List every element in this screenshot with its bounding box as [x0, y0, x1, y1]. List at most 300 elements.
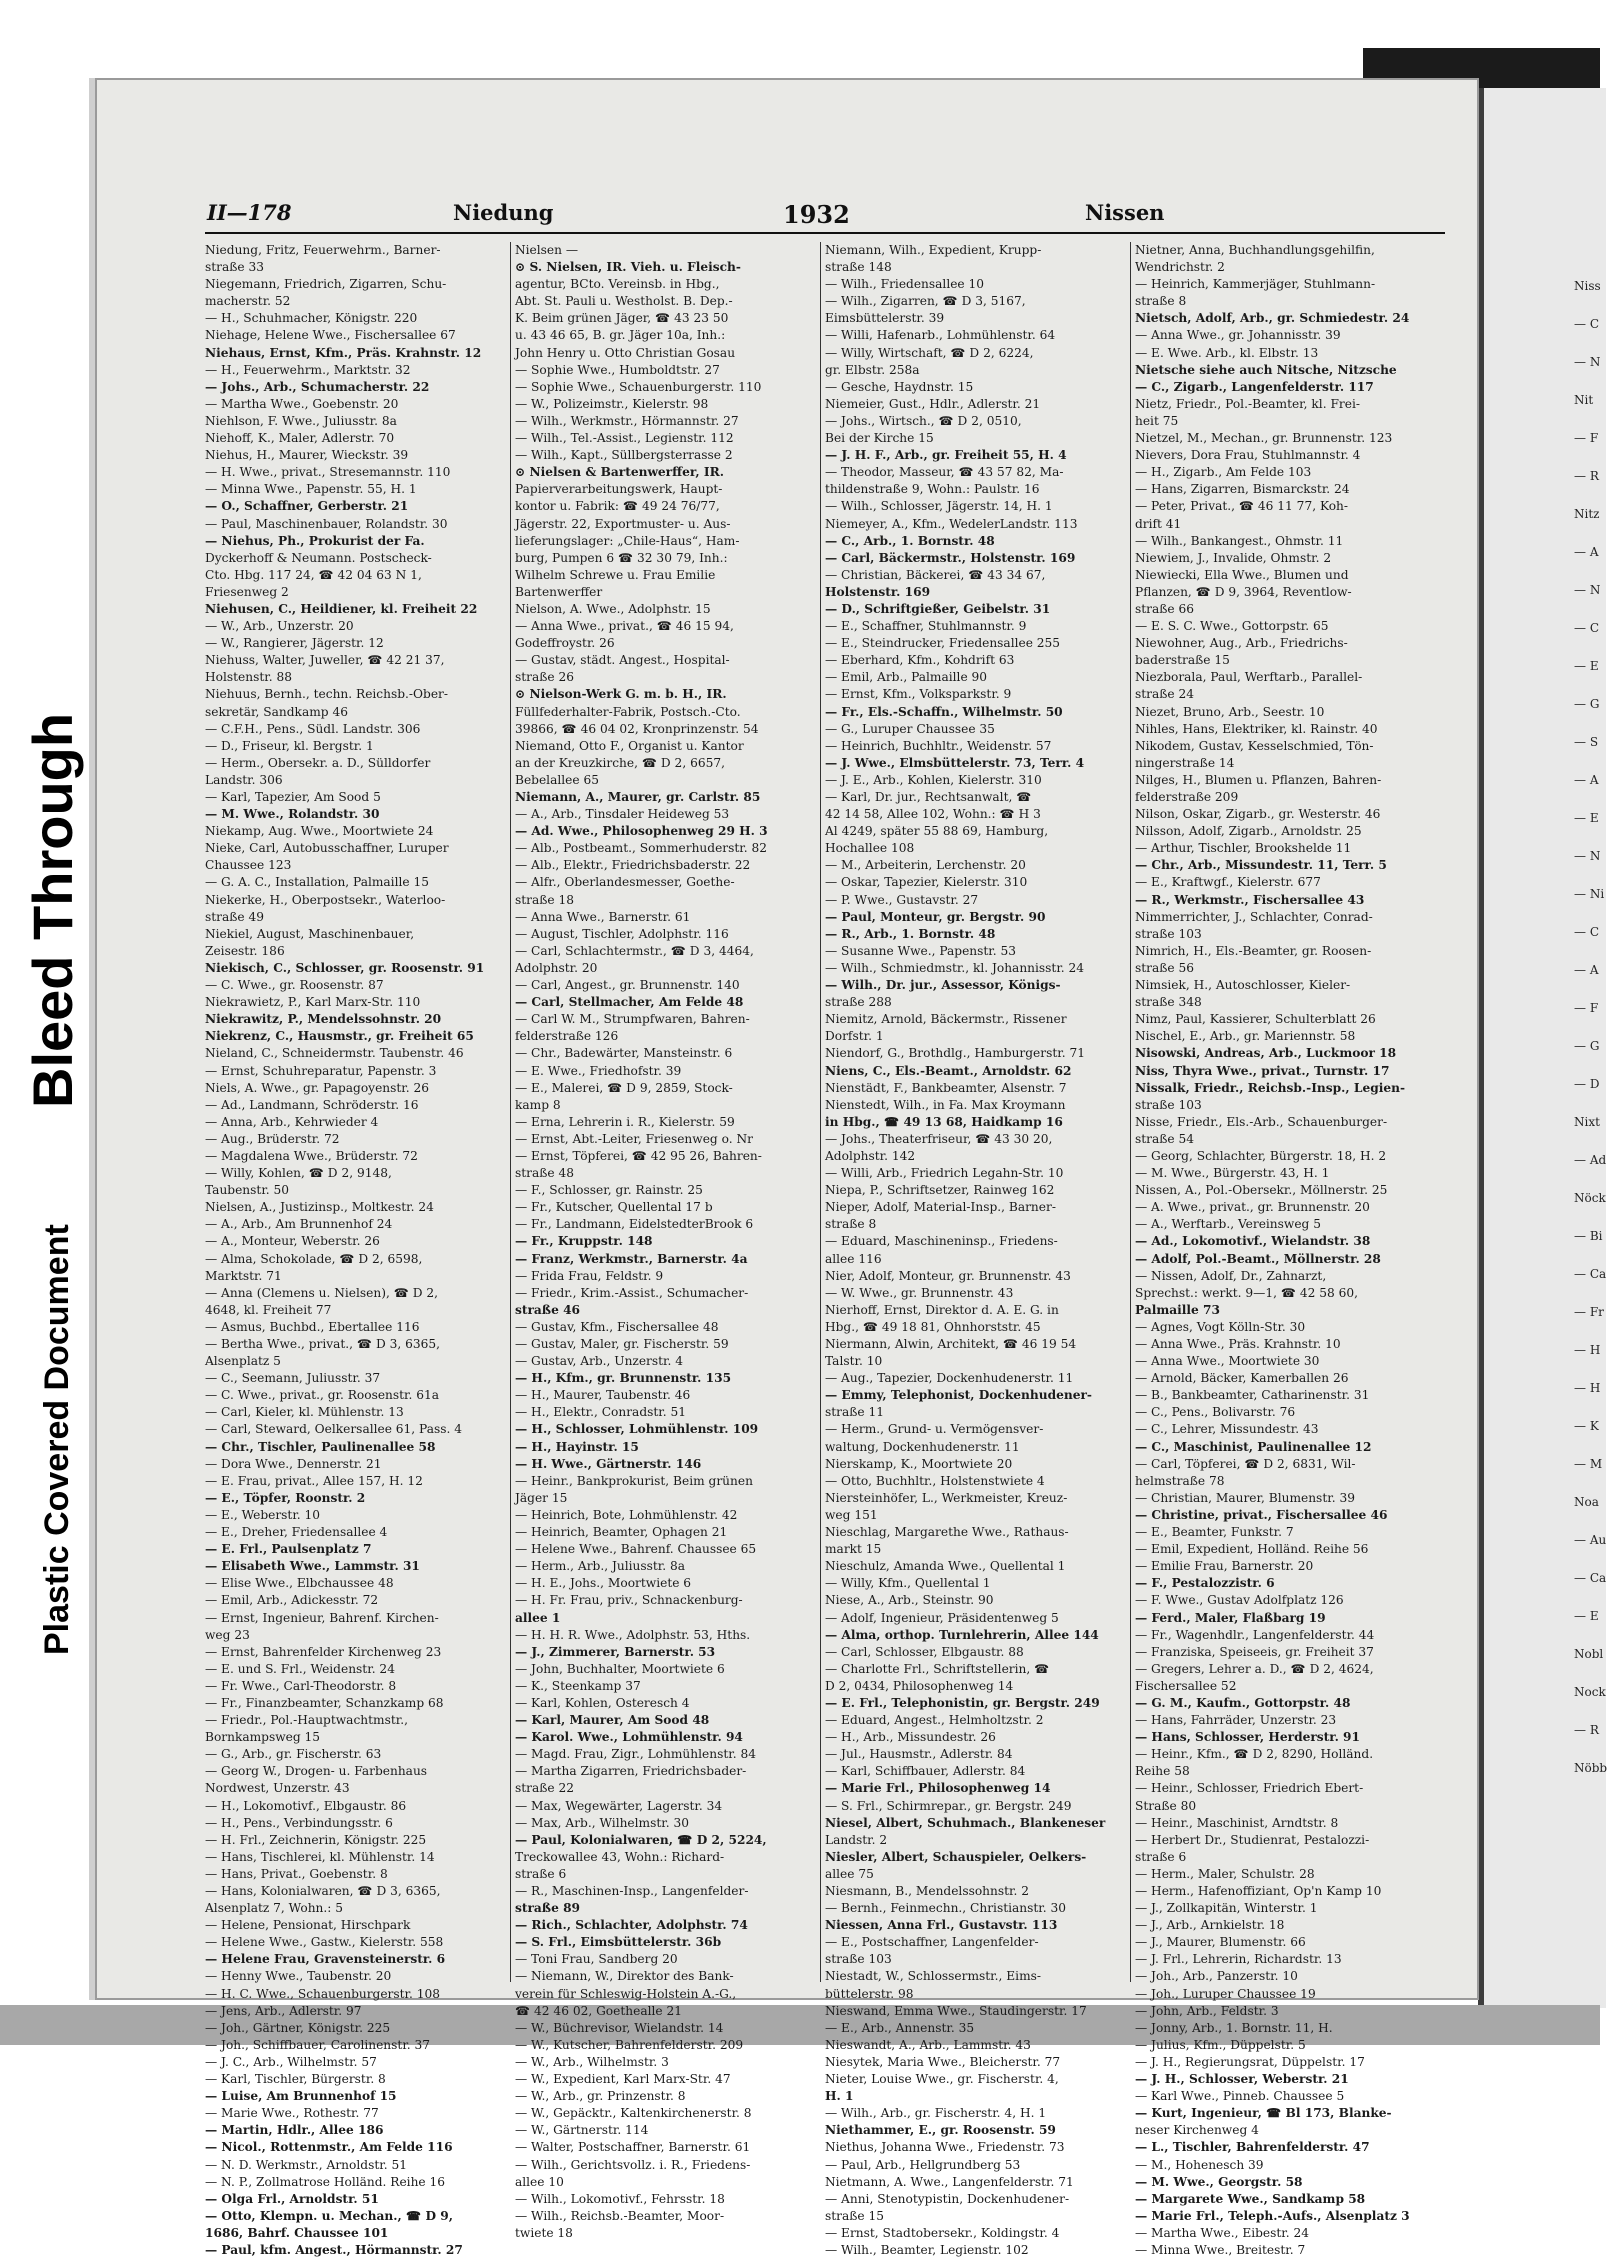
- directory-entry: — Ernst, Schuhreparatur, Papenstr. 3: [205, 1063, 437, 1078]
- directory-entry: straße 103: [1135, 926, 1202, 941]
- directory-entry: — Adolf, Ingenieur, Präsidentenweg 5: [825, 1610, 1059, 1625]
- directory-entry: — Aug., Brüderstr. 72: [205, 1131, 340, 1146]
- directory-entry: 4648, kl. Freiheit 77: [205, 1302, 332, 1317]
- directory-entry: — H., Schlosser, Lohmühlenstr. 109: [515, 1422, 759, 1437]
- directory-entry: — Ernst, Kfm., Volksparkstr. 9: [825, 687, 1012, 702]
- page-header: [205, 198, 1445, 234]
- directory-entry: — Niemann, W., Direktor des Bank-: [515, 1969, 734, 1984]
- directory-entry: — E. S. C. Wwe., Gottorpstr. 65: [1135, 619, 1329, 634]
- directory-entry: — H. C. Wwe., Schauenburgerstr. 108: [205, 1986, 441, 2001]
- directory-entry: — J., Zollkapitän, Winterstr. 1: [1135, 1901, 1318, 1916]
- directory-entry: Nilson, Oskar, Zigarb., gr. Westerstr. 46: [1135, 807, 1381, 822]
- directory-entry: — Marie Wwe., Rothestr. 77: [205, 2106, 379, 2121]
- directory-entry: Nikodem, Gustav, Kesselschmied, Tön-: [1135, 738, 1374, 753]
- directory-entry: — E., Postschaffner, Langenfelder-: [825, 1935, 1039, 1950]
- adjacent-page-fragment: — H: [1574, 1343, 1601, 1357]
- directory-entry: — Ferd., Maler, Flaßbarg 19: [1135, 1610, 1326, 1625]
- directory-entry: Nielson, A. Wwe., Adolphstr. 15: [515, 601, 711, 616]
- directory-entry: Niermann, Alwin, Architekt, ☎ 46 19 54: [825, 1337, 1077, 1351]
- directory-entry: markt 15: [825, 1542, 882, 1557]
- directory-entry: — Heinr., Schlosser, Friedrich Ebert-: [1135, 1781, 1364, 1796]
- directory-entry: Niegemann, Friedrich, Zigarren, Schu-: [205, 277, 447, 292]
- directory-entry: — M. Wwe., Georgstr. 58: [1135, 2174, 1303, 2189]
- directory-column-2: [515, 242, 815, 2240]
- directory-entry: — Henny Wwe., Taubenstr. 20: [205, 1969, 392, 1984]
- directory-entry: straße 15: [825, 2208, 884, 2223]
- directory-entry: — Ad., Lokomotivf., Wielandstr. 38: [1135, 1234, 1371, 1249]
- directory-entry: — H., Schuhmacher, Königstr. 220: [205, 311, 418, 326]
- adjacent-page-fragment: — C: [1574, 621, 1599, 635]
- directory-entry: Hochallee 108: [825, 841, 915, 856]
- directory-entry: — Olga Frl., Arnoldstr. 51: [205, 2191, 379, 2206]
- directory-entry: — Karl, Schiffbauer, Adlerstr. 84: [825, 1764, 1026, 1779]
- directory-entry: — F., Pestalozzistr. 6: [1135, 1576, 1275, 1591]
- directory-entry: Hbg., ☎ 49 18 81, Ohnhorststr. 45: [825, 1319, 1041, 1334]
- directory-entry: — Heinr., Maschinist, Arndtstr. 8: [1135, 1815, 1339, 1830]
- directory-entry: — N. P., Zollmatrose Holländ. Reihe 16: [205, 2174, 446, 2189]
- directory-entry: Nimz, Paul, Kassierer, Schulterblatt 26: [1135, 1012, 1376, 1027]
- directory-entry: — Agnes, Vogt Kölln-Str. 30: [1135, 1319, 1306, 1334]
- directory-entry: — Heinrich, Buchhltr., Weidenstr. 57: [825, 738, 1052, 753]
- directory-entry: — C., Pens., Bolivarstr. 76: [1135, 1405, 1296, 1420]
- directory-entry: Holstenstr. 169: [825, 584, 931, 599]
- directory-entry: — Julius, Kfm., Düppelstr. 5: [1135, 2037, 1306, 2052]
- directory-entry: u. 43 46 65, B. gr. Jäger 10a, Inh.:: [515, 328, 726, 343]
- directory-entry: — E. Frl., Telephonistin, gr. Bergstr. 249: [825, 1695, 1100, 1710]
- directory-entry: — E., Schaffner, Stuhlmannstr. 9: [825, 619, 1027, 634]
- directory-entry: — Elise Wwe., Elbchaussee 48: [205, 1576, 394, 1591]
- directory-entry: — Ernst, Abt.-Leiter, Friesenweg o. Nr: [515, 1131, 753, 1146]
- directory-entry: — Chr., Tischler, Paulinenallee 58: [205, 1439, 436, 1454]
- directory-entry: — Joh., Gärtner, Königstr. 225: [205, 2020, 391, 2035]
- directory-entry: — A., Arb., Tinsdaler Heideweg 53: [515, 807, 730, 822]
- directory-entry: Niekiel, August, Maschinenbauer,: [205, 926, 415, 941]
- directory-entry: straße 148: [825, 260, 892, 275]
- directory-entry: — C., Zigarb., Langenfelderstr. 117: [1135, 379, 1374, 394]
- directory-entry: — C., Maschinist, Paulinenallee 12: [1135, 1439, 1372, 1454]
- directory-entry: — Georg, Schlachter, Bürgerstr. 18, H. 2: [1135, 1148, 1387, 1163]
- directory-entry: — John, Arb., Feldstr. 3: [1135, 2003, 1279, 2018]
- directory-entry: — G., Luruper Chaussee 35: [825, 721, 995, 736]
- directory-entry: — D., Friseur, kl. Bergstr. 1: [205, 738, 374, 753]
- directory-entry: — J. H., Regierungsrat, Düppelstr. 17: [1135, 2054, 1365, 2069]
- directory-entry: — W., Arb., gr. Prinzenstr. 8: [515, 2089, 686, 2104]
- directory-entry: — Martha Wwe., Eibestr. 24: [1135, 2225, 1310, 2240]
- directory-entry: Cto. Hbg. 117 24, ☎ 42 04 63 N 1,: [205, 567, 422, 582]
- directory-entry: — Gustav, Maler, gr. Fischerstr. 59: [515, 1337, 729, 1351]
- directory-entry: 39866, ☎ 46 04 02, Kronprinzenstr. 54: [515, 721, 759, 736]
- directory-entry: Wendrichstr. 2: [1135, 260, 1225, 275]
- directory-entry: — Magdalena Wwe., Brüderstr. 72: [205, 1148, 418, 1163]
- directory-entry: — H. Fr. Frau, priv., Schnackenburg-: [515, 1593, 743, 1608]
- directory-entry: Nienstedt, Wilh., in Fa. Max Kroymann: [825, 1097, 1066, 1112]
- directory-entry: ⊙ S. Nielsen, IR. Vieh. u. Fleisch-: [515, 260, 741, 275]
- directory-entry: — Wilh., Dr. jur., Assessor, Königs-: [825, 978, 1061, 993]
- adjacent-page-fragment: — A: [1574, 963, 1599, 977]
- directory-entry: Niehus, H., Maurer, Wieckstr. 39: [205, 448, 409, 463]
- directory-entry: — R., Maschinen-Insp., Langenfelder-: [515, 1884, 749, 1898]
- directory-entry: straße 288: [825, 995, 892, 1010]
- directory-entry: — Wilh., Werkmstr., Hörmannstr. 27: [515, 413, 739, 428]
- directory-entry: — J. Wwe., Elmsbüttelerstr. 73, Terr. 4: [825, 755, 1085, 770]
- directory-entry: Niemann, A., Maurer, gr. Carlstr. 85: [515, 790, 761, 804]
- directory-entry: Nietsche siehe auch Nitsche, Nitzsche: [1135, 362, 1397, 377]
- directory-entry: straße 49: [205, 909, 264, 924]
- directory-entry: lieferungslager: „Chile-Haus“, Ham-: [515, 533, 740, 548]
- column-divider: [510, 242, 511, 1982]
- directory-entry: — Wilh., Lokomotivf., Fehrsstr. 18: [515, 2191, 725, 2206]
- directory-entry: Niekrawitz, P., Mendelssohnstr. 20: [205, 1012, 442, 1027]
- directory-entry: — Willy, Wirtschaft, ☎ D 2, 6224,: [825, 345, 1034, 360]
- directory-entry: — Fr., Wagenhdlr., Langenfelderstr. 44: [1135, 1627, 1375, 1642]
- directory-entry: — Karl Wwe., Pinneb. Chaussee 5: [1135, 2089, 1345, 2104]
- directory-entry: straße 11: [825, 1405, 884, 1420]
- directory-entry: Nietmann, A. Wwe., Langenfelderstr. 71: [825, 2174, 1074, 2189]
- directory-entry: Nissalk, Friedr., Reichsb.-Insp., Legien-: [1135, 1080, 1406, 1095]
- directory-entry: — Helene Wwe., Bahrenf. Chaussee 65: [515, 1542, 757, 1557]
- adjacent-page-fragment: — C: [1574, 317, 1599, 331]
- directory-entry: — D., Schriftgießer, Geibelstr. 31: [825, 601, 1051, 616]
- directory-entry: — R., Arb., 1. Bornstr. 48: [825, 926, 996, 941]
- page-number: II—178: [207, 200, 292, 225]
- directory-entry: Niepa, P., Schriftsetzer, Rainweg 162: [825, 1183, 1055, 1198]
- directory-entry: — Friedr., Krim.-Assist., Schumacher-: [515, 1285, 749, 1300]
- adjacent-page-fragment: — G: [1574, 697, 1600, 711]
- directory-entry: — M., Hohenesch 39: [1135, 2157, 1264, 2172]
- directory-entry: Niehoff, K., Maler, Adlerstr. 70: [205, 431, 395, 446]
- directory-entry: — Chr., Arb., Missundestr. 11, Terr. 5: [1135, 858, 1387, 873]
- directory-entry: felderstraße 126: [515, 1029, 619, 1044]
- directory-entry: allee 1: [515, 1610, 561, 1625]
- directory-entry: — E., Arb., Annenstr. 35: [825, 2020, 975, 2035]
- directory-entry: — John, Buchhalter, Moortwiete 6: [515, 1661, 725, 1676]
- directory-entry: — Paul, Kolonialwaren, ☎ D 2, 5224,: [515, 1832, 767, 1847]
- directory-entry: — Otto, Klempn. u. Mechan., ☎ D 9,: [205, 2208, 453, 2223]
- directory-entry: straße 89: [515, 1901, 581, 1916]
- directory-entry: — Joh., Luruper Chaussee 19: [1135, 1986, 1316, 2001]
- directory-entry: — Carl, Angest., gr. Brunnenstr. 140: [515, 978, 740, 993]
- directory-entry: heit 75: [1135, 413, 1179, 428]
- directory-entry: — Carl, Töpferei, ☎ D 2, 6831, Wil-: [1135, 1456, 1356, 1471]
- directory-entry: — Nicol., Rottenmstr., Am Felde 116: [205, 2140, 453, 2155]
- directory-entry: — Fr., Kruppstr. 148: [515, 1234, 653, 1249]
- directory-entry: — Eduard, Angest., Helmholtzstr. 2: [825, 1713, 1044, 1728]
- directory-entry: — Eberhard, Kfm., Kohdrift 63: [825, 653, 1015, 668]
- adjacent-page-fragment: — Ni: [1574, 887, 1605, 901]
- directory-entry: — L., Tischler, Bahrenfelderstr. 47: [1135, 2140, 1370, 2155]
- directory-entry: Nimmerrichter, J., Schlachter, Conrad-: [1135, 909, 1373, 924]
- directory-entry: — C. Wwe., privat., gr. Roosenstr. 61a: [205, 1388, 440, 1403]
- directory-entry: Nielsen, A., Justizinsp., Moltkestr. 24: [205, 1200, 434, 1215]
- directory-entry: — Rich., Schlachter, Adolphstr. 74: [515, 1918, 748, 1933]
- directory-entry: straße 46: [515, 1302, 581, 1317]
- directory-entry: — Wilh., Zigarren, ☎ D 3, 5167,: [825, 294, 1026, 309]
- directory-entry: Niemand, Otto F., Organist u. Kantor: [515, 738, 744, 753]
- directory-entry: straße 33: [205, 260, 264, 275]
- directory-entry: — Karl, Kohlen, Osteresch 4: [515, 1695, 690, 1710]
- directory-entry: — A., Monteur, Weberstr. 26: [205, 1234, 380, 1249]
- directory-entry: Niemeier, Gust., Hdlr., Adlerstr. 21: [825, 396, 1041, 411]
- directory-entry: — Aug., Tapezier, Dockenhudenerstr. 11: [825, 1371, 1074, 1386]
- directory-entry: — Franz, Werkmstr., Barnerstr. 4a: [515, 1251, 748, 1266]
- directory-entry: Nieswandt, A., Arb., Lammstr. 43: [825, 2037, 1031, 2052]
- directory-entry: — Johs., Arb., Schumacherstr. 22: [205, 379, 430, 394]
- directory-entry: drift 41: [1135, 516, 1182, 531]
- directory-entry: — Ernst, Töpferei, ☎ 42 95 26, Bahren-: [515, 1148, 762, 1163]
- directory-entry: — Jonny, Arb., 1. Bornstr. 11, H.: [1135, 2020, 1333, 2035]
- directory-entry: Pflanzen, ☎ D 9, 3964, Reventlow-: [1135, 584, 1352, 599]
- directory-entry: straße 54: [1135, 1131, 1194, 1146]
- directory-entry: — Paul, Arb., Hellgrundberg 53: [825, 2157, 1021, 2172]
- directory-entry: — Paul, Monteur, gr. Bergstr. 90: [825, 909, 1046, 924]
- directory-entry: ningerstraße 14: [1135, 755, 1235, 770]
- directory-entry: — Ernst, Ingenieur, Bahrenf. Kirchen-: [205, 1610, 439, 1625]
- directory-entry: — Sophie Wwe., Schauenburgerstr. 110: [515, 379, 762, 394]
- directory-entry: — H., Zigarb., Am Felde 103: [1135, 465, 1312, 480]
- adjacent-page-fragment: — D: [1574, 1077, 1600, 1091]
- directory-entry: Niels, A. Wwe., gr. Papagoyenstr. 26: [205, 1080, 430, 1095]
- directory-entry: — C. Wwe., gr. Roosenstr. 87: [205, 978, 384, 993]
- directory-entry: — Willy, Kfm., Quellental 1: [825, 1576, 991, 1591]
- directory-entry: — G. M., Kaufm., Gottorpstr. 48: [1135, 1695, 1351, 1710]
- directory-entry: Nietz, Friedr., Pol.-Beamter, kl. Frei-: [1135, 396, 1360, 411]
- directory-entry: — W. Wwe., gr. Brunnenstr. 43: [825, 1285, 1014, 1300]
- directory-entry: Niersteinhöfer, L., Werkmeister, Kreuz-: [825, 1490, 1068, 1505]
- directory-entry: straße 103: [825, 1952, 892, 1967]
- directory-entry: agentur, BCto. Vereinsb. in Hbg.,: [515, 277, 720, 292]
- adjacent-page-fragment: — Ad: [1574, 1153, 1607, 1167]
- directory-entry: — Anna Wwe., gr. Johannisstr. 39: [1135, 328, 1341, 343]
- directory-entry: Niehusen, C., Heildiener, kl. Freiheit 22: [205, 601, 478, 616]
- directory-entry: — Theodor, Masseur, ☎ 43 57 82, Ma-: [825, 465, 1064, 480]
- directory-entry: — Jul., Hausmstr., Adlerstr. 84: [825, 1747, 1013, 1762]
- directory-entry: ⊙ Nielson-Werk G. m. b. H., IR.: [515, 687, 727, 702]
- directory-entry: straße 22: [515, 1781, 574, 1796]
- directory-entry: — Christine, privat., Fischersallee 46: [1135, 1507, 1388, 1522]
- directory-entry: — E., Dreher, Friedensallee 4: [205, 1525, 388, 1540]
- directory-entry: — Hans, Fahrräder, Unzerstr. 23: [1135, 1713, 1337, 1728]
- directory-entry: weg 23: [205, 1627, 250, 1642]
- directory-entry: baderstraße 15: [1135, 653, 1230, 668]
- directory-entry: — Martha Zigarren, Friedrichsbader-: [515, 1764, 747, 1779]
- directory-entry: Nielsen —: [515, 243, 579, 257]
- adjacent-page-fragment: — H: [1574, 1381, 1601, 1395]
- header-first-entry: Niedung: [453, 200, 554, 225]
- directory-entry: Jäger 15: [515, 1490, 568, 1505]
- directory-entry: — Niehus, Ph., Prokurist der Fa.: [205, 533, 425, 548]
- directory-entry: K. Beim grünen Jäger, ☎ 43 23 50: [515, 311, 729, 326]
- directory-entry: — J. C., Arb., Wilhelmstr. 57: [205, 2054, 377, 2069]
- directory-entry: Nilsson, Adolf, Zigarb., Arnoldstr. 25: [1135, 824, 1362, 839]
- directory-entry: — E., Beamter, Funkstr. 7: [1135, 1525, 1294, 1540]
- directory-entry: Niese, A., Arb., Steinstr. 90: [825, 1593, 994, 1608]
- directory-entry: ⊙ Nielsen & Bartenwerffer, IR.: [515, 465, 724, 480]
- directory-entry: — Bertha Wwe., privat., ☎ D 3, 6365,: [205, 1337, 441, 1351]
- directory-entry: — Wilh., Friedensallee 10: [825, 277, 985, 292]
- directory-entry: twiete 18: [515, 2225, 573, 2240]
- directory-entry: Niesler, Albert, Schauspieler, Oelkers-: [825, 1849, 1087, 1864]
- directory-entry: — E., Töpfer, Roonstr. 2: [205, 1490, 366, 1505]
- directory-entry: — Fr., Kutscher, Quellental 17 b: [515, 1200, 713, 1215]
- directory-entry: — Charlotte Frl., Schriftstellerin, ☎: [825, 1661, 1050, 1676]
- directory-entry: — Fr., Els.-Schaffn., Wilhelmstr. 50: [825, 704, 1063, 719]
- directory-entry: — Christian, Bäckerei, ☎ 43 34 67,: [825, 567, 1046, 582]
- adjacent-page-fragment: — Bi: [1574, 1229, 1603, 1243]
- directory-entry: — H., Kfm., gr. Brunnenstr. 135: [515, 1371, 732, 1386]
- directory-entry: — Jens, Arb., Adlerstr. 97: [205, 2003, 362, 2018]
- directory-entry: Niesmann, B., Mendelssohnstr. 2: [825, 1884, 1030, 1898]
- directory-entry: Alsenplatz 5: [205, 1354, 281, 1369]
- directory-entry: — Willy, Kohlen, ☎ D 2, 9148,: [205, 1166, 392, 1181]
- directory-entry: Adolphstr. 142: [825, 1148, 916, 1163]
- adjacent-page-fragment: — M: [1574, 1457, 1603, 1471]
- directory-entry: allee 116: [825, 1251, 882, 1266]
- directory-entry: — Otto, Buchhltr., Holstenstwiete 4: [825, 1473, 1045, 1488]
- directory-entry: — Gregers, Lehrer a. D., ☎ D 2, 4624,: [1135, 1661, 1374, 1676]
- directory-entry: — Helene, Pensionat, Hirschpark: [205, 1918, 411, 1933]
- directory-entry: Nieland, C., Schneidermstr. Taubenstr. 46: [205, 1046, 464, 1061]
- directory-entry: Niewiecki, Ella Wwe., Blumen und: [1135, 567, 1349, 582]
- directory-entry: Nierskamp, K., Moortwiete 20: [825, 1456, 1013, 1471]
- directory-entry: — W., Expedient, Karl Marx-Str. 47: [515, 2072, 731, 2087]
- adjacent-page-fragment: — A: [1574, 773, 1599, 787]
- document-page: [95, 78, 1479, 2257]
- adjacent-page-fragment: — N: [1574, 849, 1601, 863]
- directory-entry: Nisowski, Andreas, Arb., Luckmoor 18: [1135, 1046, 1397, 1061]
- directory-entry: allee 10: [515, 2174, 564, 2189]
- directory-entry: — H., Arb., Missundestr. 26: [825, 1730, 996, 1745]
- directory-entry: kamp 8: [515, 1097, 561, 1112]
- directory-entry: Niesel, Albert, Schuhmach., Blankeneser: [825, 1815, 1106, 1830]
- plastic-covered-label: Plastic Covered Document: [38, 1224, 76, 1655]
- directory-entry: — E. Wwe. Arb., kl. Elbstr. 13: [1135, 345, 1319, 360]
- directory-entry: Nisse, Friedr., Els.-Arb., Schauenburger-: [1135, 1114, 1388, 1129]
- directory-entry: — B., Bankbeamter, Catharinenstr. 31: [1135, 1388, 1370, 1403]
- directory-entry: — Joh., Arb., Panzerstr. 10: [1135, 1969, 1298, 1984]
- directory-entry: — Carl W. M., Strumpfwaren, Bahren-: [515, 1012, 750, 1027]
- directory-entry: — Walter, Postschaffner, Barnerstr. 61: [515, 2140, 751, 2155]
- directory-entry: — S. Frl., Eimsbüttelerstr. 36b: [515, 1935, 722, 1950]
- directory-entry: — Hans, Tischlerei, kl. Mühlenstr. 14: [205, 1849, 435, 1864]
- directory-entry: Landstr. 306: [205, 772, 283, 787]
- directory-entry: — Herm., Obersekr. a. D., Sülldorfer: [205, 755, 431, 770]
- directory-entry: — Heinrich, Kammerjäger, Stuhlmann-: [1135, 277, 1376, 292]
- directory-entry: — E., Malerei, ☎ D 9, 2859, Stock-: [515, 1080, 733, 1095]
- directory-entry: Füllfederhalter-Fabrik, Postsch.-Cto.: [515, 704, 741, 719]
- directory-entry: Niestadt, W., Schlossermstr., Eims-: [825, 1969, 1042, 1984]
- directory-entry: — Erna, Lehrerin i. R., Kielerstr. 59: [515, 1114, 735, 1129]
- directory-entry: — Chr., Badewärter, Mansteinstr. 6: [515, 1046, 733, 1061]
- directory-entry: Nienstädt, F., Bankbeamter, Alsenstr. 7: [825, 1080, 1067, 1095]
- directory-entry: Straße 80: [1135, 1798, 1197, 1813]
- adjacent-page-fragment: — E: [1574, 1609, 1599, 1623]
- directory-entry: neser Kirchenweg 4: [1135, 2123, 1259, 2138]
- directory-entry: — W., Gärtnerstr. 114: [515, 2123, 649, 2138]
- directory-entry: — J. Frl., Lehrerin, Richardstr. 13: [1135, 1952, 1342, 1967]
- directory-entry: — H., Pens., Verbindungsstr. 6: [205, 1815, 393, 1830]
- directory-entry: — Anna, Arb., Kehrwieder 4: [205, 1114, 379, 1129]
- directory-entry: Niewiem, J., Invalide, Ohmstr. 2: [1135, 550, 1332, 565]
- directory-entry: Niehuus, Bernh., techn. Reichsb.-Ober-: [205, 687, 448, 702]
- directory-entry: — Karl, Dr. jur., Rechtsanwalt, ☎: [825, 790, 1032, 804]
- directory-entry: — Emmy, Telephonist, Dockenhudener-: [825, 1388, 1092, 1403]
- directory-entry: — Carl, Kieler, kl. Mühlenstr. 13: [205, 1405, 404, 1420]
- directory-entry: straße 26: [515, 670, 574, 685]
- adjacent-page-fragment: — S: [1574, 735, 1599, 749]
- directory-entry: — C.F.H., Pens., Südl. Landstr. 306: [205, 721, 421, 736]
- directory-entry: Nilges, H., Blumen u. Pflanzen, Bahren-: [1135, 772, 1382, 787]
- directory-entry: — J. H., Schlosser, Weberstr. 21: [1135, 2072, 1349, 2087]
- directory-entry: — Anna Wwe., Barnerstr. 61: [515, 909, 691, 924]
- directory-entry: — Wilh., Kapt., Süllbergsterrasse 2: [515, 448, 733, 463]
- adjacent-page-fragment: — C: [1574, 925, 1599, 939]
- directory-entry: Treckowallee 43, Wohn.: Richard-: [515, 1849, 725, 1864]
- directory-entry: — Alb., Postbeamt., Sommerhuderstr. 82: [515, 841, 768, 856]
- directory-entry: Abt. St. Pauli u. Westholst. B. Dep.-: [515, 294, 733, 309]
- directory-entry: Niemann, Wilh., Expedient, Krupp-: [825, 243, 1042, 257]
- directory-entry: — Oskar, Tapezier, Kielerstr. 310: [825, 875, 1028, 890]
- directory-entry: — Emil, Arb., Palmaille 90: [825, 670, 988, 685]
- directory-entry: — F., Schlosser, gr. Rainstr. 25: [515, 1183, 703, 1198]
- directory-entry: — Hans, Schlosser, Herderstr. 91: [1135, 1730, 1361, 1745]
- directory-entry: Niehaus, Ernst, Kfm., Präs. Krahnstr. 12: [205, 345, 482, 360]
- directory-entry: Nieschulz, Amanda Wwe., Quellental 1: [825, 1559, 1066, 1574]
- directory-entry: — C., Arb., 1. Bornstr. 48: [825, 533, 995, 548]
- bleed-through-label: Bleed Through: [21, 712, 84, 1108]
- directory-entry: — Herbert Dr., Studienrat, Pestalozzi-: [1135, 1832, 1370, 1847]
- directory-entry: Bartenwerffer: [515, 584, 603, 599]
- directory-entry: Holstenstr. 88: [205, 670, 292, 685]
- directory-entry: gr. Elbstr. 258a: [825, 362, 920, 377]
- adjacent-page-fragment: — G: [1574, 1039, 1600, 1053]
- directory-entry: — Alma, orthop. Turnlehrerin, Allee 144: [825, 1627, 1099, 1642]
- directory-entry: — E. Frau, privat., Allee 157, H. 12: [205, 1473, 423, 1488]
- directory-entry: — Karol. Wwe., Lohmühlenstr. 94: [515, 1730, 743, 1745]
- directory-entry: — Adolf, Pol.-Beamt., Möllnerstr. 28: [1135, 1251, 1381, 1266]
- directory-entry: burg, Pumpen 6 ☎ 32 30 79, Inh.:: [515, 550, 728, 565]
- directory-entry: — H. Frl., Zeichnerin, Königstr. 225: [205, 1832, 427, 1847]
- directory-entry: — H. H. R. Wwe., Adolphstr. 53, Hths.: [515, 1627, 751, 1642]
- directory-entry: Bornkampsweg 15: [205, 1730, 321, 1745]
- directory-entry: — Helene Frau, Gravensteinerstr. 6: [205, 1952, 446, 1967]
- directory-entry: — Karl, Maurer, Am Sood 48: [515, 1713, 710, 1728]
- directory-entry: — W., Arb., Wilhelmstr. 3: [515, 2054, 669, 2069]
- directory-entry: — Christian, Maurer, Blumenstr. 39: [1135, 1490, 1355, 1505]
- directory-entry: — Gustav, Arb., Unzerstr. 4: [515, 1354, 684, 1369]
- directory-entry: — Wilh., Reichsb.-Beamter, Moor-: [515, 2208, 725, 2223]
- directory-entry: — F. Wwe., Gustav Adolfplatz 126: [1135, 1593, 1344, 1608]
- adjacent-page-edge: [1478, 88, 1606, 2008]
- directory-entry: — Max, Wegewärter, Lagerstr. 34: [515, 1798, 723, 1813]
- directory-entry: — E., Kraftwgf., Kielerstr. 677: [1135, 875, 1321, 890]
- directory-entry: — Marie Frl., Teleph.-Aufs., Alsenplatz 3: [1135, 2208, 1410, 2223]
- directory-entry: — H., Maurer, Taubenstr. 46: [515, 1388, 691, 1403]
- directory-entry: — W., Polizeimstr., Kielerstr. 98: [515, 396, 709, 411]
- directory-entry: — Elisabeth Wwe., Lammstr. 31: [205, 1559, 420, 1574]
- directory-entry: — H., Elektr., Conradstr. 51: [515, 1405, 687, 1420]
- directory-entry: Nischel, E., Arb., gr. Mariennstr. 58: [1135, 1029, 1356, 1044]
- adjacent-page-fragment: Nöbb: [1574, 1761, 1607, 1775]
- directory-entry: — Herm., Hafenoffiziant, Op'n Kamp 10: [1135, 1884, 1382, 1898]
- directory-entry: 1686, Bahrf. Chaussee 101: [205, 2225, 389, 2240]
- directory-entry: — Karl, Tapezier, Am Sood 5: [205, 790, 381, 804]
- directory-entry: — Dora Wwe., Dennerstr. 21: [205, 1456, 382, 1471]
- directory-entry: straße 8: [825, 1217, 877, 1232]
- directory-entry: Fischersallee 52: [1135, 1678, 1237, 1693]
- directory-entry: — W., Rangierer, Jägerstr. 12: [205, 636, 384, 651]
- directory-entry: — J. H. F., Arb., gr. Freiheit 55, H. 4: [825, 448, 1067, 463]
- directory-entry: — Johs., Wirtsch., ☎ D 2, 0510,: [825, 413, 1022, 428]
